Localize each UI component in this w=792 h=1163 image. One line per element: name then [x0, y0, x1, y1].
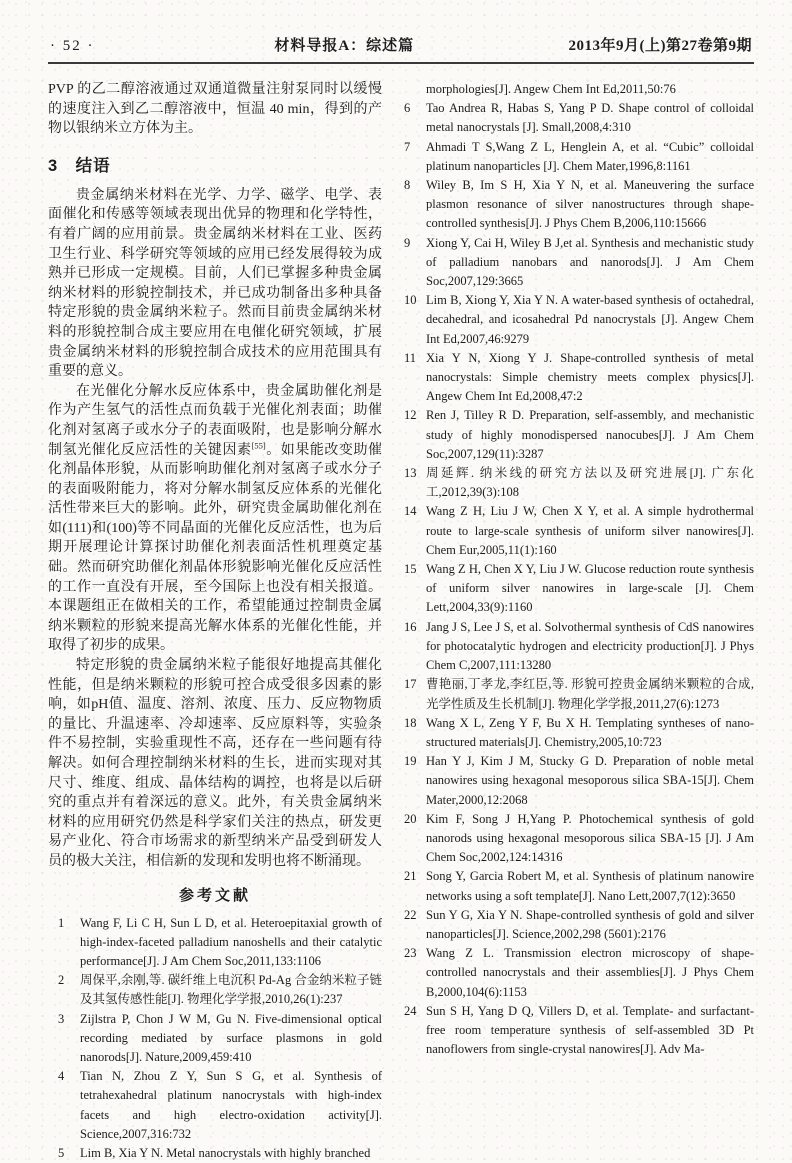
reference-number: 6 [404, 101, 411, 116]
reference-number: 14 [404, 504, 417, 519]
left-column [48, 80, 382, 1163]
reference-number: 7 [404, 139, 411, 154]
reference-number: 22 [404, 907, 417, 922]
references-list-right [404, 80, 754, 1059]
reference-number: 20 [404, 811, 417, 826]
conclusion-paragraph-2 [48, 382, 382, 656]
reference-text: Song Y, Garcia Robert M, et al. Synthesis of platinum nanowire networks using a soft template[J]. Nano Lett,2007,7(12):3650 [426, 869, 754, 903]
reference-text: Zijlstra P, Chon J W M, Gu N. Five-dimensional optical recording mediated by surface plasmons in gold nanorods[J]. Nature,2009,459:410 [80, 1011, 382, 1064]
reference-text: Wang Z H, Liu J W, Chen X Y, et al. A simple hydrothermal route to large-scale synthesis of uniform silver nanowires[J]. Chem Eur,2005,11(1):160 [426, 504, 754, 557]
reference-item [404, 906, 754, 944]
reference-number: 18 [404, 715, 417, 730]
reference-item [404, 752, 754, 810]
references-heading: 参考文献 [178, 886, 251, 904]
reference-number: 3 [58, 1011, 65, 1026]
reference-number: 1 [58, 915, 65, 930]
reference-item [404, 618, 754, 676]
reference-text: Ahmadi T S,Wang Z L, Henglein A, et al. “Cubic” colloidal platinum nanoparticles [J]. Chem Mater,1996,8:1161 [426, 139, 754, 173]
two-column-body [48, 80, 754, 1163]
reference-item [404, 714, 754, 752]
reference-text: morphologies[J]. Angew Chem Int Ed,2011,50:76 [426, 82, 676, 96]
reference-text: Xiong Y, Cai H, Wiley B J,et al. Synthesis and mechanistic study of palladium nanobars and nanorods[J]. J Am Chem Soc,2007,129:3665 [426, 235, 754, 289]
reference-number: 21 [404, 869, 417, 884]
reference-item [404, 138, 754, 176]
reference-item [404, 99, 754, 137]
reference-number [404, 80, 426, 99]
reference-text: Wiley B, Im S H, Xia Y N, et al. Maneuvering the surface plasmon resonance of silver nanostructures through shape-controlled synthesis[J]. J Phys Chem B,2006,110:15666 [426, 178, 754, 231]
reference-text: 周延辉. 纳米线的研究方法以及研究进展[J]. 广东化工,2012,39(3):108 [426, 466, 754, 500]
citation-superscript: [55] [251, 439, 266, 450]
reference-item [404, 502, 754, 560]
reference-number: 4 [58, 1069, 65, 1084]
reference-item [404, 176, 754, 234]
references-list-left [48, 914, 382, 1163]
reference-number: 17 [404, 677, 417, 692]
reference-item [58, 971, 382, 1009]
section-heading-conclusion: 3 结语 [48, 156, 111, 175]
reference-number: 11 [404, 350, 417, 365]
reference-number: 12 [404, 408, 417, 423]
reference-text: Wang Z H, Chen X Y, Liu J W. Glucose reduction route synthesis of uniform silver nanowires in large-scale [J]. Chem Lett,2004,33(9):1160 [426, 562, 754, 615]
reference-number: 10 [404, 293, 417, 308]
reference-item [58, 914, 382, 972]
reference-number: 15 [404, 562, 417, 577]
reference-number: 23 [404, 946, 417, 961]
reference-text: Jang J S, Lee J S, et al. Solvothermal synthesis of CdS nanowires for photocatalytic hydrogen and electricity production[J]. J Phys Chem C,2007,111:13280 [426, 619, 754, 673]
reference-text: Tian N, Zhou Z Y, Sun S G, et al. Synthesis of tetrahexahedral platinum nanocrystals with high-index facets and high electro-oxidation activity[J]. Science,2007,316:732 [80, 1069, 382, 1141]
page-header [48, 34, 754, 64]
reference-item [404, 675, 754, 713]
reference-text: Wang Z L. Transmission electron microscopy of shape-controlled nanocrystals and their assemblies[J]. J Phys Chem B,2000,104(6):1153 [426, 946, 754, 999]
reference-text: Wang F, Li C H, Sun L D, et al. Heteroepitaxial growth of high-index-faceted palladium nanoshells and their catalytic performance[J]. J Am Chem Soc,2011,133:1106 [80, 915, 382, 968]
paragraph-2-text-after-citation: 。如果能改变助催化剂晶体形貌，从而影响助催化剂对氢离子或水分子的表面吸附能力，将对分解水制氢反应体系的光催化活性带来巨大的影响。此外，研究贵金属助催化剂在如(111)和(100)等不同晶面的光催化反应活性，也为后期开展理论计算探讨助催化剂表面活性机理奠定基础。然而研究助催化剂晶体形貌影响光催化反应活性的工作一直没有开展，至今国际上也没有相关报道。本课题组正在做相关的工作，希望能通过控制贵金属纳米颗粒的形貌来提高光解水体系的光催化性能，并取得了初步的成果。 [48, 442, 383, 654]
reference-item [404, 291, 754, 349]
reference-number: 8 [404, 178, 411, 193]
reference-item [404, 810, 754, 868]
reference-number: 24 [404, 1003, 417, 1018]
reference-text: Lim B, Xiong Y, Xia Y N. A water-based synthesis of octahedral, decahedral, and icosahedral Pd nanocrystals [J]. Angew Chem Int Ed,2007,46:9279 [426, 293, 754, 346]
reference-text: Xia Y N, Xiong Y J. Shape-controlled synthesis of metal nanocrystals: Simple chemistry meets complex physics[J]. Angew Chem Int Ed,2008,47:2 [426, 350, 754, 404]
reference-text: Kim F, Song J H,Yang P. Photochemical synthesis of gold nanorods using hexagonal mesoporous silica SBA-15 [J]. J Am Chem Soc,2002,124:14316 [426, 811, 754, 865]
reference-text: Lim B, Xia Y N. Metal nanocrystals with highly branched [80, 1146, 371, 1160]
reference-item [404, 867, 754, 905]
reference-text: Sun Y G, Xia Y N. Shape-controlled synthesis of gold and silver nanoparticles[J]. Science,2002,298 (5601):2176 [426, 907, 754, 941]
reference-item [404, 349, 754, 407]
reference-item [404, 234, 754, 292]
carryover-paragraph: PVP 的乙二醇溶液通过双通道微量注射泵同时以缓慢的速度注入到乙二醇溶液中，恒温 40 min，得到的产物以银纳米立方体为主。 [48, 82, 382, 137]
reference-text: Sun S H, Yang D Q, Villers D, et al. Template- and surfactant-free room temperature synthesis of self-assembled 3D Pt nanoflowers from single-crystal nanowires[J]. Adv Ma- [426, 1003, 754, 1057]
conclusion-paragraph-3: 特定形貌的贵金属纳米粒子能很好地提高其催化性能，但是纳米颗粒的形貌可控合成受很多因素的影响，如pH值、温度、溶剂、浓度、压力、反应物物质的量比、升温速率、冷却速率、反应原料等，实验条件不易控制，实验重现性不高，还存在一些问题有待解决。如何合理控制纳米材料的生长，进而实现对其尺寸、维度、组成、晶体结构的调控，也将是以后研究的重点并有着深远的意义。此外，有关贵金属纳米材料的应用研究仍然是科学家们关注的热点，研发更易产业化、符合市场需求的新型纳米产品受到研发人员的极大关注，相信新的发现和发明也将不断涌现。 [48, 658, 382, 869]
reference-item [404, 406, 754, 464]
reference-item [404, 464, 754, 502]
paragraph-2-text-before-citation: 在光催化分解水反应体系中，贵金属助催化剂是作为产生氢气的活性点而负载于光催化剂表面；助催化剂对氢离子或水分子的表面吸附，也是影响分解水制氢光催化反应活性的关键因素 [48, 383, 382, 458]
reference-text: Tao Andrea R, Habas S, Yang P D. Shape control of colloidal metal nanocrystals [J]. Small,2008,4:310 [426, 101, 754, 135]
reference-text: Ren J, Tilley R D. Preparation, self-assembly, and mechanistic study of highly monodispersed nanocubes[J]. J Am Chem Soc,2007,129(11):3287 [426, 408, 754, 461]
page-number: · 52 · [50, 38, 95, 54]
reference-item [58, 1010, 382, 1068]
issue-info: 2013年9月(上)第27卷第9期 [568, 38, 752, 54]
reference-item [404, 944, 754, 1002]
reference-text: Han Y J, Kim J M, Stucky G D. Preparation of noble metal nanowires using hexagonal mesoporous silica SBA-15[J]. Chem Mater,2000,12:2068 [426, 754, 754, 807]
reference-number: 13 [404, 466, 417, 481]
reference-item [58, 1067, 382, 1144]
reference-text: 曹艳丽,丁孝龙,李红臣,等. 形貌可控贵金属纳米颗粒的合成,光学性质及生长机制[J]. 物理化学学报,2011,27(6):1273 [426, 677, 754, 711]
journal-title: 材料导报A：综述篇 [274, 38, 415, 54]
reference-number: 19 [404, 754, 417, 769]
reference-item-continuation [404, 80, 754, 99]
reference-item [404, 1002, 754, 1060]
reference-number: 16 [404, 619, 417, 634]
reference-number: 2 [58, 973, 65, 988]
reference-text: 周保平,余刚,等. 碳纤维上电沉积 Pd-Ag 合金纳米粒子链及其氢传感性能[J]. 物理化学学报,2010,26(1):237 [80, 973, 382, 1007]
reference-number: 9 [404, 235, 411, 250]
right-column [404, 80, 754, 1163]
reference-number: 5 [58, 1146, 65, 1160]
conclusion-paragraph-1: 贵金属纳米材料在光学、力学、磁学、电学、表面催化和传感等领域表现出优异的物理和化学特性，有着广阔的应用前景。贵金属纳米材料在工业、医药卫生行业、科学研究等领域的应用已经发展得较为成熟并已形成一定规模。目前，人们已掌握多种贵金属纳米材料的形貌控制技术，并已成功制备出多种具备特定形貌的贵金属纳米粒子。然而目前贵金属纳米材料的形貌控制合成主要应用在电催化研究领域，扩展贵金属纳米材料的形貌控制合成技术的应用范围具有重要的意义。 [48, 187, 382, 380]
reference-text: Wang X L, Zeng Y F, Bu X H. Templating syntheses of nano-structured materials[J]. Chemistry,2005,10:723 [426, 715, 754, 749]
reference-item [404, 560, 754, 618]
reference-item [58, 1144, 382, 1163]
